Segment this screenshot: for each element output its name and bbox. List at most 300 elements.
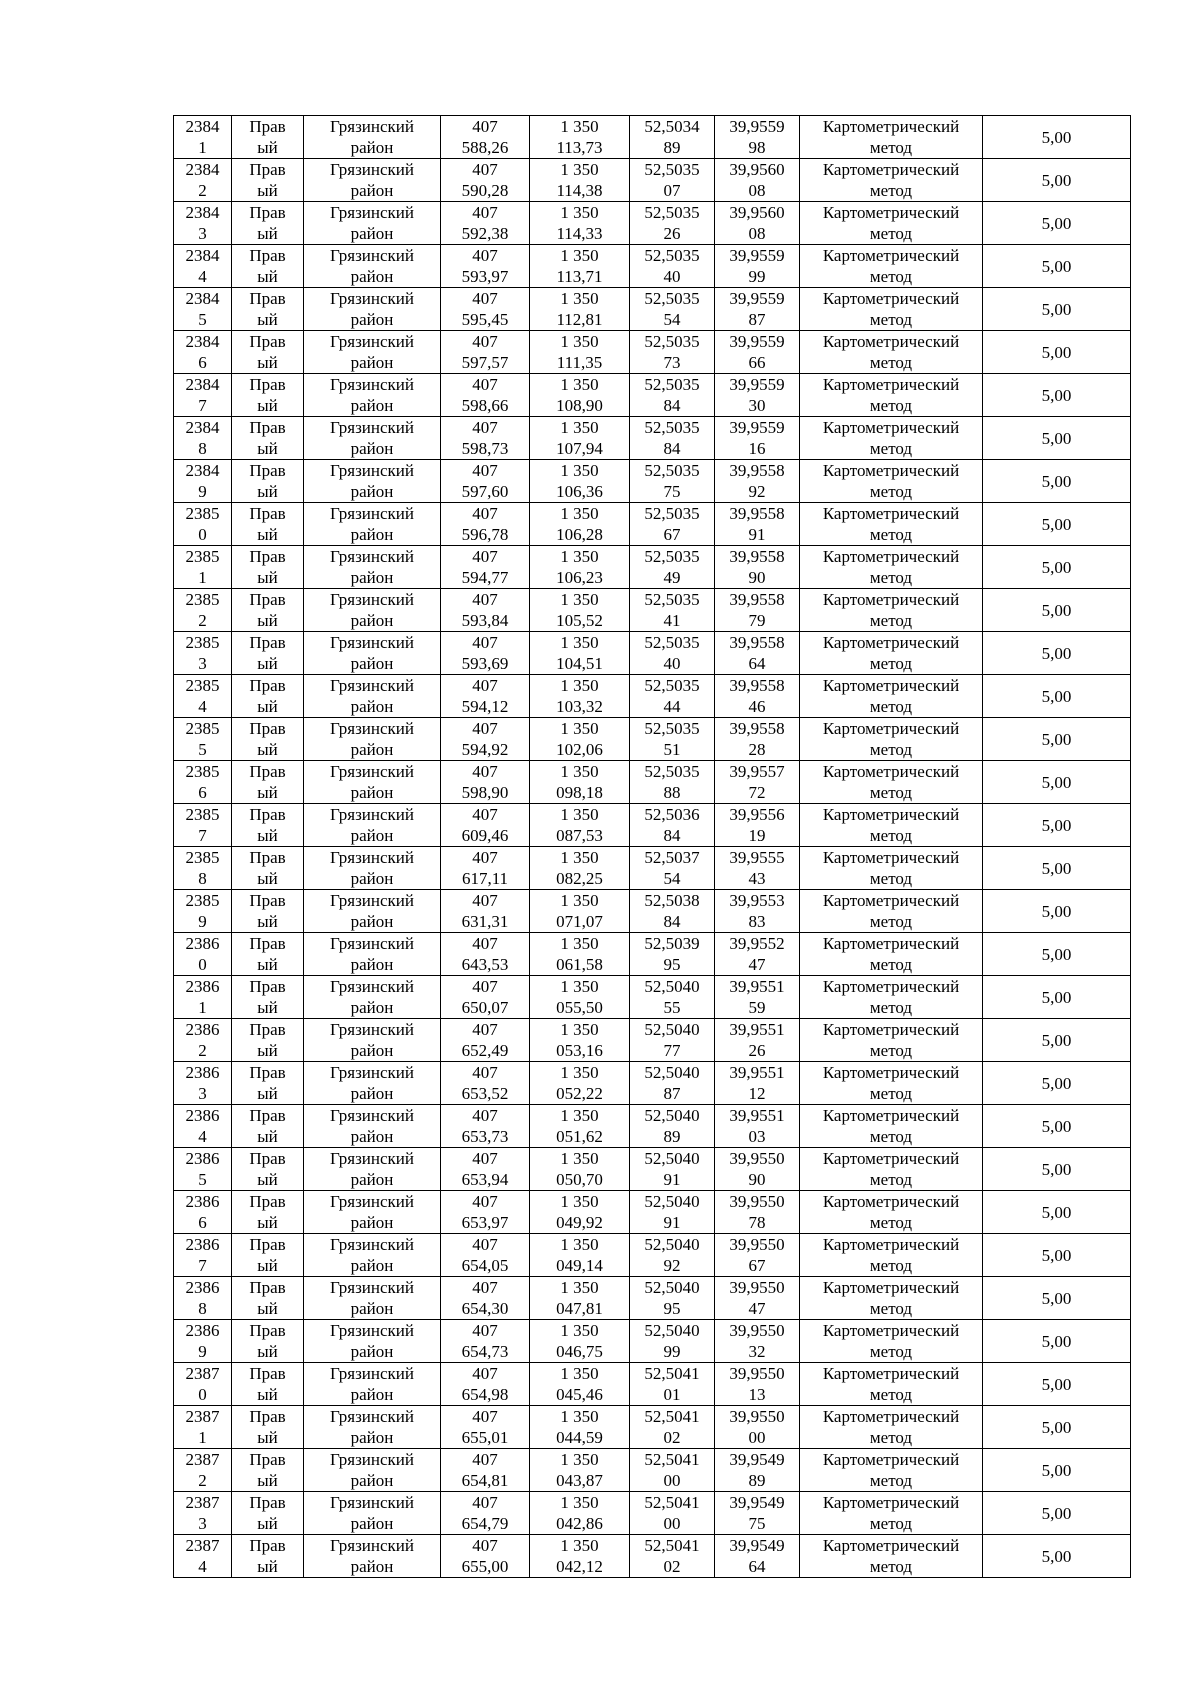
district-line: Грязинский [330,1192,414,1211]
longitude-line: 39,9559 [729,246,785,265]
method-line: Картометрический [822,504,960,523]
method-cell [800,1492,983,1535]
bank-side-cell [232,374,304,417]
y-coordinate-line: 1 350 [560,246,599,265]
accuracy-value: 5,00 [1041,385,1072,405]
point-number-line: 1 [198,138,207,157]
longitude-line: 39,9550 [729,1407,785,1426]
point-number-line: 2387 [185,1364,220,1383]
y-coordinate-line: 053,16 [556,1041,603,1060]
x-coordinate-cell [441,976,530,1019]
bank-side-line: ый [257,138,278,157]
bank-side-cell [232,1492,304,1535]
latitude-line: 95 [663,955,681,974]
table-row [174,1406,1131,1449]
longitude-line: 98 [748,138,766,157]
longitude-line: 39,9559 [729,117,785,136]
method-cell [800,589,983,632]
point-number-line: 2386 [185,934,220,953]
point-number-line: 5 [198,310,207,329]
accuracy-cell [983,1191,1131,1234]
district-line: район [350,138,394,157]
longitude-cell [715,589,800,632]
y-coordinate-line: 1 350 [560,1063,599,1082]
accuracy-value: 5,00 [1041,127,1072,147]
x-coordinate-line: 593,69 [461,654,509,673]
accuracy-cell [983,202,1131,245]
y-coordinate-line: 1 350 [560,1493,599,1512]
y-coordinate-line: 052,22 [556,1084,603,1103]
point-number-line: 2386 [185,1149,220,1168]
x-coordinate-cell [441,804,530,847]
district-line: Грязинский [330,1149,414,1168]
longitude-line: 39,9558 [729,590,785,609]
bank-side-line: Прав [249,289,286,308]
x-coordinate-line: 407 [472,547,498,566]
district-line: Грязинский [330,117,414,136]
accuracy-value: 5,00 [1041,643,1072,663]
accuracy-cell [983,1535,1131,1578]
bank-side-line: ый [257,181,278,200]
district-line: Грязинский [330,719,414,738]
method-line: Картометрический [822,1321,960,1340]
y-coordinate-cell [530,503,630,546]
district-line: район [350,1256,394,1275]
longitude-line: 39,9550 [729,1149,785,1168]
accuracy-cell [983,1148,1131,1191]
district-line: район [350,1514,394,1533]
accuracy-cell [983,331,1131,374]
x-coordinate-cell [441,632,530,675]
longitude-cell [715,374,800,417]
y-coordinate-cell [530,933,630,976]
point-number-cell [174,202,232,245]
bank-side-line: ый [257,611,278,630]
y-coordinate-cell [530,976,630,1019]
bank-side-cell [232,1406,304,1449]
longitude-line: 90 [748,568,766,587]
table-body [174,116,1131,1578]
bank-side-line: ый [257,267,278,286]
method-cell [800,331,983,374]
latitude-cell [630,1191,715,1234]
point-number-cell [174,159,232,202]
table-row [174,804,1131,847]
x-coordinate-cell [441,1363,530,1406]
method-line: Картометрический [822,590,960,609]
accuracy-value: 5,00 [1041,1331,1072,1351]
longitude-line: 39,9553 [729,891,785,910]
point-number-cell [174,503,232,546]
bank-side-line: Прав [249,848,286,867]
longitude-cell [715,632,800,675]
bank-side-line: ый [257,439,278,458]
bank-side-line: Прав [249,1063,286,1082]
accuracy-cell [983,1492,1131,1535]
x-coordinate-line: 407 [472,246,498,265]
table-row [174,460,1131,503]
method-line: метод [869,267,913,286]
x-coordinate-cell [441,933,530,976]
x-coordinate-line: 597,57 [461,353,509,372]
bank-side-line: Прав [249,1278,286,1297]
accuracy-value: 5,00 [1041,471,1072,491]
longitude-line: 39,9560 [729,160,785,179]
point-number-line: 1 [198,1428,207,1447]
district-line: район [350,1342,394,1361]
y-coordinate-line: 098,18 [556,783,603,802]
y-coordinate-line: 104,51 [556,654,603,673]
table-row [174,1191,1131,1234]
latitude-line: 44 [663,697,681,716]
point-number-cell [174,288,232,331]
y-coordinate-line: 1 350 [560,590,599,609]
bank-side-line: ый [257,525,278,544]
x-coordinate-line: 597,60 [461,482,509,501]
accuracy-cell [983,847,1131,890]
bank-side-line: Прав [249,375,286,394]
accuracy-value: 5,00 [1041,1030,1072,1050]
longitude-cell [715,288,800,331]
table-row [174,847,1131,890]
x-coordinate-line: 407 [472,1364,498,1383]
point-number-cell [174,933,232,976]
district-cell [304,1492,441,1535]
latitude-line: 52,5040 [644,1278,700,1297]
accuracy-cell [983,1449,1131,1492]
y-coordinate-line: 044,59 [556,1428,603,1447]
x-coordinate-cell [441,288,530,331]
method-line: Картометрический [822,805,960,824]
bank-side-cell [232,976,304,1019]
method-line: Картометрический [822,547,960,566]
accuracy-value: 5,00 [1041,1073,1072,1093]
accuracy-value: 5,00 [1041,256,1072,276]
district-line: Грязинский [330,1407,414,1426]
table-row [174,1320,1131,1363]
method-line: Картометрический [822,1192,960,1211]
table-row [174,675,1131,718]
latitude-cell [630,890,715,933]
bank-side-line: ый [257,1385,278,1404]
longitude-cell [715,804,800,847]
latitude-line: 02 [663,1428,681,1447]
point-number-line: 7 [198,1256,207,1275]
y-coordinate-line: 1 350 [560,1321,599,1340]
district-line: район [350,1127,394,1146]
point-number-cell [174,589,232,632]
point-number-cell [174,1406,232,1449]
latitude-line: 67 [663,525,681,544]
x-coordinate-cell [441,546,530,589]
point-number-line: 2385 [185,891,220,910]
point-number-line: 2385 [185,676,220,695]
bank-side-cell [232,202,304,245]
bank-side-cell [232,116,304,159]
point-number-cell [174,417,232,460]
latitude-cell [630,933,715,976]
method-cell [800,1535,983,1578]
method-line: Картометрический [822,1407,960,1426]
district-cell [304,1191,441,1234]
latitude-cell [630,1062,715,1105]
longitude-line: 47 [748,955,766,974]
y-coordinate-line: 114,38 [556,181,603,200]
accuracy-value: 5,00 [1041,901,1072,921]
y-coordinate-line: 1 350 [560,1278,599,1297]
district-line: Грязинский [330,504,414,523]
bank-side-cell [232,1535,304,1578]
bank-side-line: ый [257,1342,278,1361]
bank-side-line: ый [257,396,278,415]
bank-side-line: Прав [249,160,286,179]
x-coordinate-line: 631,31 [461,912,509,931]
x-coordinate-cell [441,589,530,632]
method-cell [800,847,983,890]
district-line: Грязинский [330,1493,414,1512]
accuracy-cell [983,804,1131,847]
y-coordinate-cell [530,1535,630,1578]
district-line: район [350,1170,394,1189]
bank-side-line: Прав [249,1192,286,1211]
point-number-cell [174,890,232,933]
table-row [174,503,1131,546]
district-line: Грязинский [330,1235,414,1254]
bank-side-line: Прав [249,1020,286,1039]
longitude-cell [715,116,800,159]
longitude-line: 39,9549 [729,1493,785,1512]
x-coordinate-cell [441,1277,530,1320]
method-line: метод [869,1041,913,1060]
y-coordinate-cell [530,589,630,632]
bank-side-cell [232,1105,304,1148]
bank-side-line: ый [257,482,278,501]
longitude-cell [715,1062,800,1105]
point-number-line: 5 [198,1170,207,1189]
longitude-line: 39,9550 [729,1321,785,1340]
table-row [174,718,1131,761]
point-number-line: 2384 [185,289,220,308]
y-coordinate-cell [530,1406,630,1449]
district-cell [304,546,441,589]
x-coordinate-cell [441,1492,530,1535]
point-number-line: 2 [198,181,207,200]
y-coordinate-cell [530,1277,630,1320]
x-coordinate-line: 407 [472,289,498,308]
district-line: Грязинский [330,676,414,695]
point-number-cell [174,804,232,847]
latitude-cell [630,589,715,632]
accuracy-value: 5,00 [1041,686,1072,706]
latitude-line: 52,5039 [644,934,700,953]
point-number-line: 8 [198,439,207,458]
district-cell [304,847,441,890]
latitude-cell [630,1535,715,1578]
latitude-line: 84 [663,912,681,931]
method-cell [800,1105,983,1148]
latitude-cell [630,804,715,847]
method-line: метод [869,1342,913,1361]
y-coordinate-line: 1 350 [560,633,599,652]
bank-side-line: ый [257,310,278,329]
longitude-line: 64 [748,1557,766,1576]
method-line: метод [869,396,913,415]
latitude-cell [630,1105,715,1148]
bank-side-line: Прав [249,719,286,738]
method-line: Картометрический [822,1450,960,1469]
district-line: район [350,654,394,673]
longitude-cell [715,1535,800,1578]
method-line: метод [869,1256,913,1275]
x-coordinate-line: 407 [472,117,498,136]
method-line: метод [869,1471,913,1490]
y-coordinate-cell [530,1191,630,1234]
x-coordinate-line: 407 [472,1106,498,1125]
district-line: район [350,482,394,501]
longitude-line: 39,9558 [729,633,785,652]
point-number-line: 2384 [185,332,220,351]
method-cell [800,245,983,288]
y-coordinate-line: 103,32 [556,697,603,716]
district-cell [304,632,441,675]
latitude-line: 92 [663,1256,681,1275]
latitude-line: 52,5041 [644,1450,700,1469]
district-cell [304,1148,441,1191]
district-cell [304,890,441,933]
point-number-line: 2387 [185,1536,220,1555]
x-coordinate-line: 594,12 [461,697,509,716]
point-number-line: 9 [198,482,207,501]
y-coordinate-line: 042,12 [556,1557,603,1576]
y-coordinate-line: 1 350 [560,160,599,179]
district-line: Грязинский [330,977,414,996]
method-line: метод [869,138,913,157]
accuracy-cell [983,1363,1131,1406]
district-line: район [350,955,394,974]
accuracy-cell [983,1062,1131,1105]
latitude-line: 73 [663,353,681,372]
method-cell [800,1062,983,1105]
longitude-cell [715,675,800,718]
x-coordinate-line: 592,38 [461,224,509,243]
bank-side-line: ый [257,1127,278,1146]
district-line: Грязинский [330,1364,414,1383]
latitude-line: 52,5035 [644,418,700,437]
longitude-line: 39,9551 [729,1063,785,1082]
latitude-line: 55 [663,998,681,1017]
y-coordinate-cell [530,374,630,417]
latitude-cell [630,976,715,1019]
district-line: Грязинский [330,1278,414,1297]
point-number-line: 2386 [185,1106,220,1125]
accuracy-cell [983,1105,1131,1148]
point-number-line: 4 [198,697,207,716]
y-coordinate-line: 087,53 [556,826,603,845]
x-coordinate-line: 617,11 [461,869,509,888]
table-row [174,589,1131,632]
method-line: Картометрический [822,203,960,222]
point-number-cell [174,675,232,718]
latitude-cell [630,116,715,159]
x-coordinate-cell [441,1320,530,1363]
district-cell [304,159,441,202]
accuracy-cell [983,503,1131,546]
table-row [174,202,1131,245]
table-row [174,546,1131,589]
district-line: район [350,1041,394,1060]
district-line: район [350,396,394,415]
latitude-cell [630,1406,715,1449]
accuracy-cell [983,1277,1131,1320]
method-cell [800,1363,983,1406]
accuracy-cell [983,417,1131,460]
x-coordinate-line: 594,92 [461,740,509,759]
district-line: район [350,1299,394,1318]
district-cell [304,460,441,503]
accuracy-value: 5,00 [1041,729,1072,749]
x-coordinate-cell [441,1062,530,1105]
method-cell [800,417,983,460]
latitude-cell [630,288,715,331]
accuracy-value: 5,00 [1041,514,1072,534]
point-number-line: 2386 [185,977,220,996]
x-coordinate-line: 407 [472,633,498,652]
y-coordinate-line: 113,73 [556,138,603,157]
method-cell [800,116,983,159]
bank-side-line: Прав [249,891,286,910]
district-cell [304,718,441,761]
latitude-cell [630,159,715,202]
district-line: район [350,439,394,458]
longitude-line: 39,9550 [729,1364,785,1383]
point-number-line: 1 [198,568,207,587]
method-line: Картометрический [822,1063,960,1082]
latitude-line: 52,5035 [644,461,700,480]
x-coordinate-line: 654,05 [461,1256,509,1275]
y-coordinate-cell [530,1363,630,1406]
y-coordinate-cell [530,718,630,761]
district-line: Грязинский [330,1536,414,1555]
method-line: Картометрический [822,934,960,953]
method-cell [800,933,983,976]
longitude-line: 30 [748,396,766,415]
longitude-line: 39,9550 [729,1235,785,1254]
x-coordinate-cell [441,1535,530,1578]
method-cell [800,976,983,1019]
point-number-line: 2384 [185,160,220,179]
x-coordinate-line: 407 [472,1278,498,1297]
longitude-cell [715,1105,800,1148]
point-number-line: 2384 [185,246,220,265]
latitude-line: 52,5041 [644,1407,700,1426]
y-coordinate-line: 1 350 [560,1364,599,1383]
bank-side-line: ый [257,998,278,1017]
point-number-line: 4 [198,267,207,286]
bank-side-cell [232,1191,304,1234]
y-coordinate-line: 1 350 [560,934,599,953]
accuracy-value: 5,00 [1041,1417,1072,1437]
point-number-line: 3 [198,1084,207,1103]
point-number-cell [174,976,232,1019]
latitude-line: 52,5036 [644,805,700,824]
longitude-cell [715,976,800,1019]
method-line: метод [869,310,913,329]
y-coordinate-line: 055,50 [556,998,603,1017]
x-coordinate-line: 654,81 [461,1471,509,1490]
table-row [174,933,1131,976]
district-line: Грязинский [330,1106,414,1125]
latitude-line: 52,5041 [644,1536,700,1555]
